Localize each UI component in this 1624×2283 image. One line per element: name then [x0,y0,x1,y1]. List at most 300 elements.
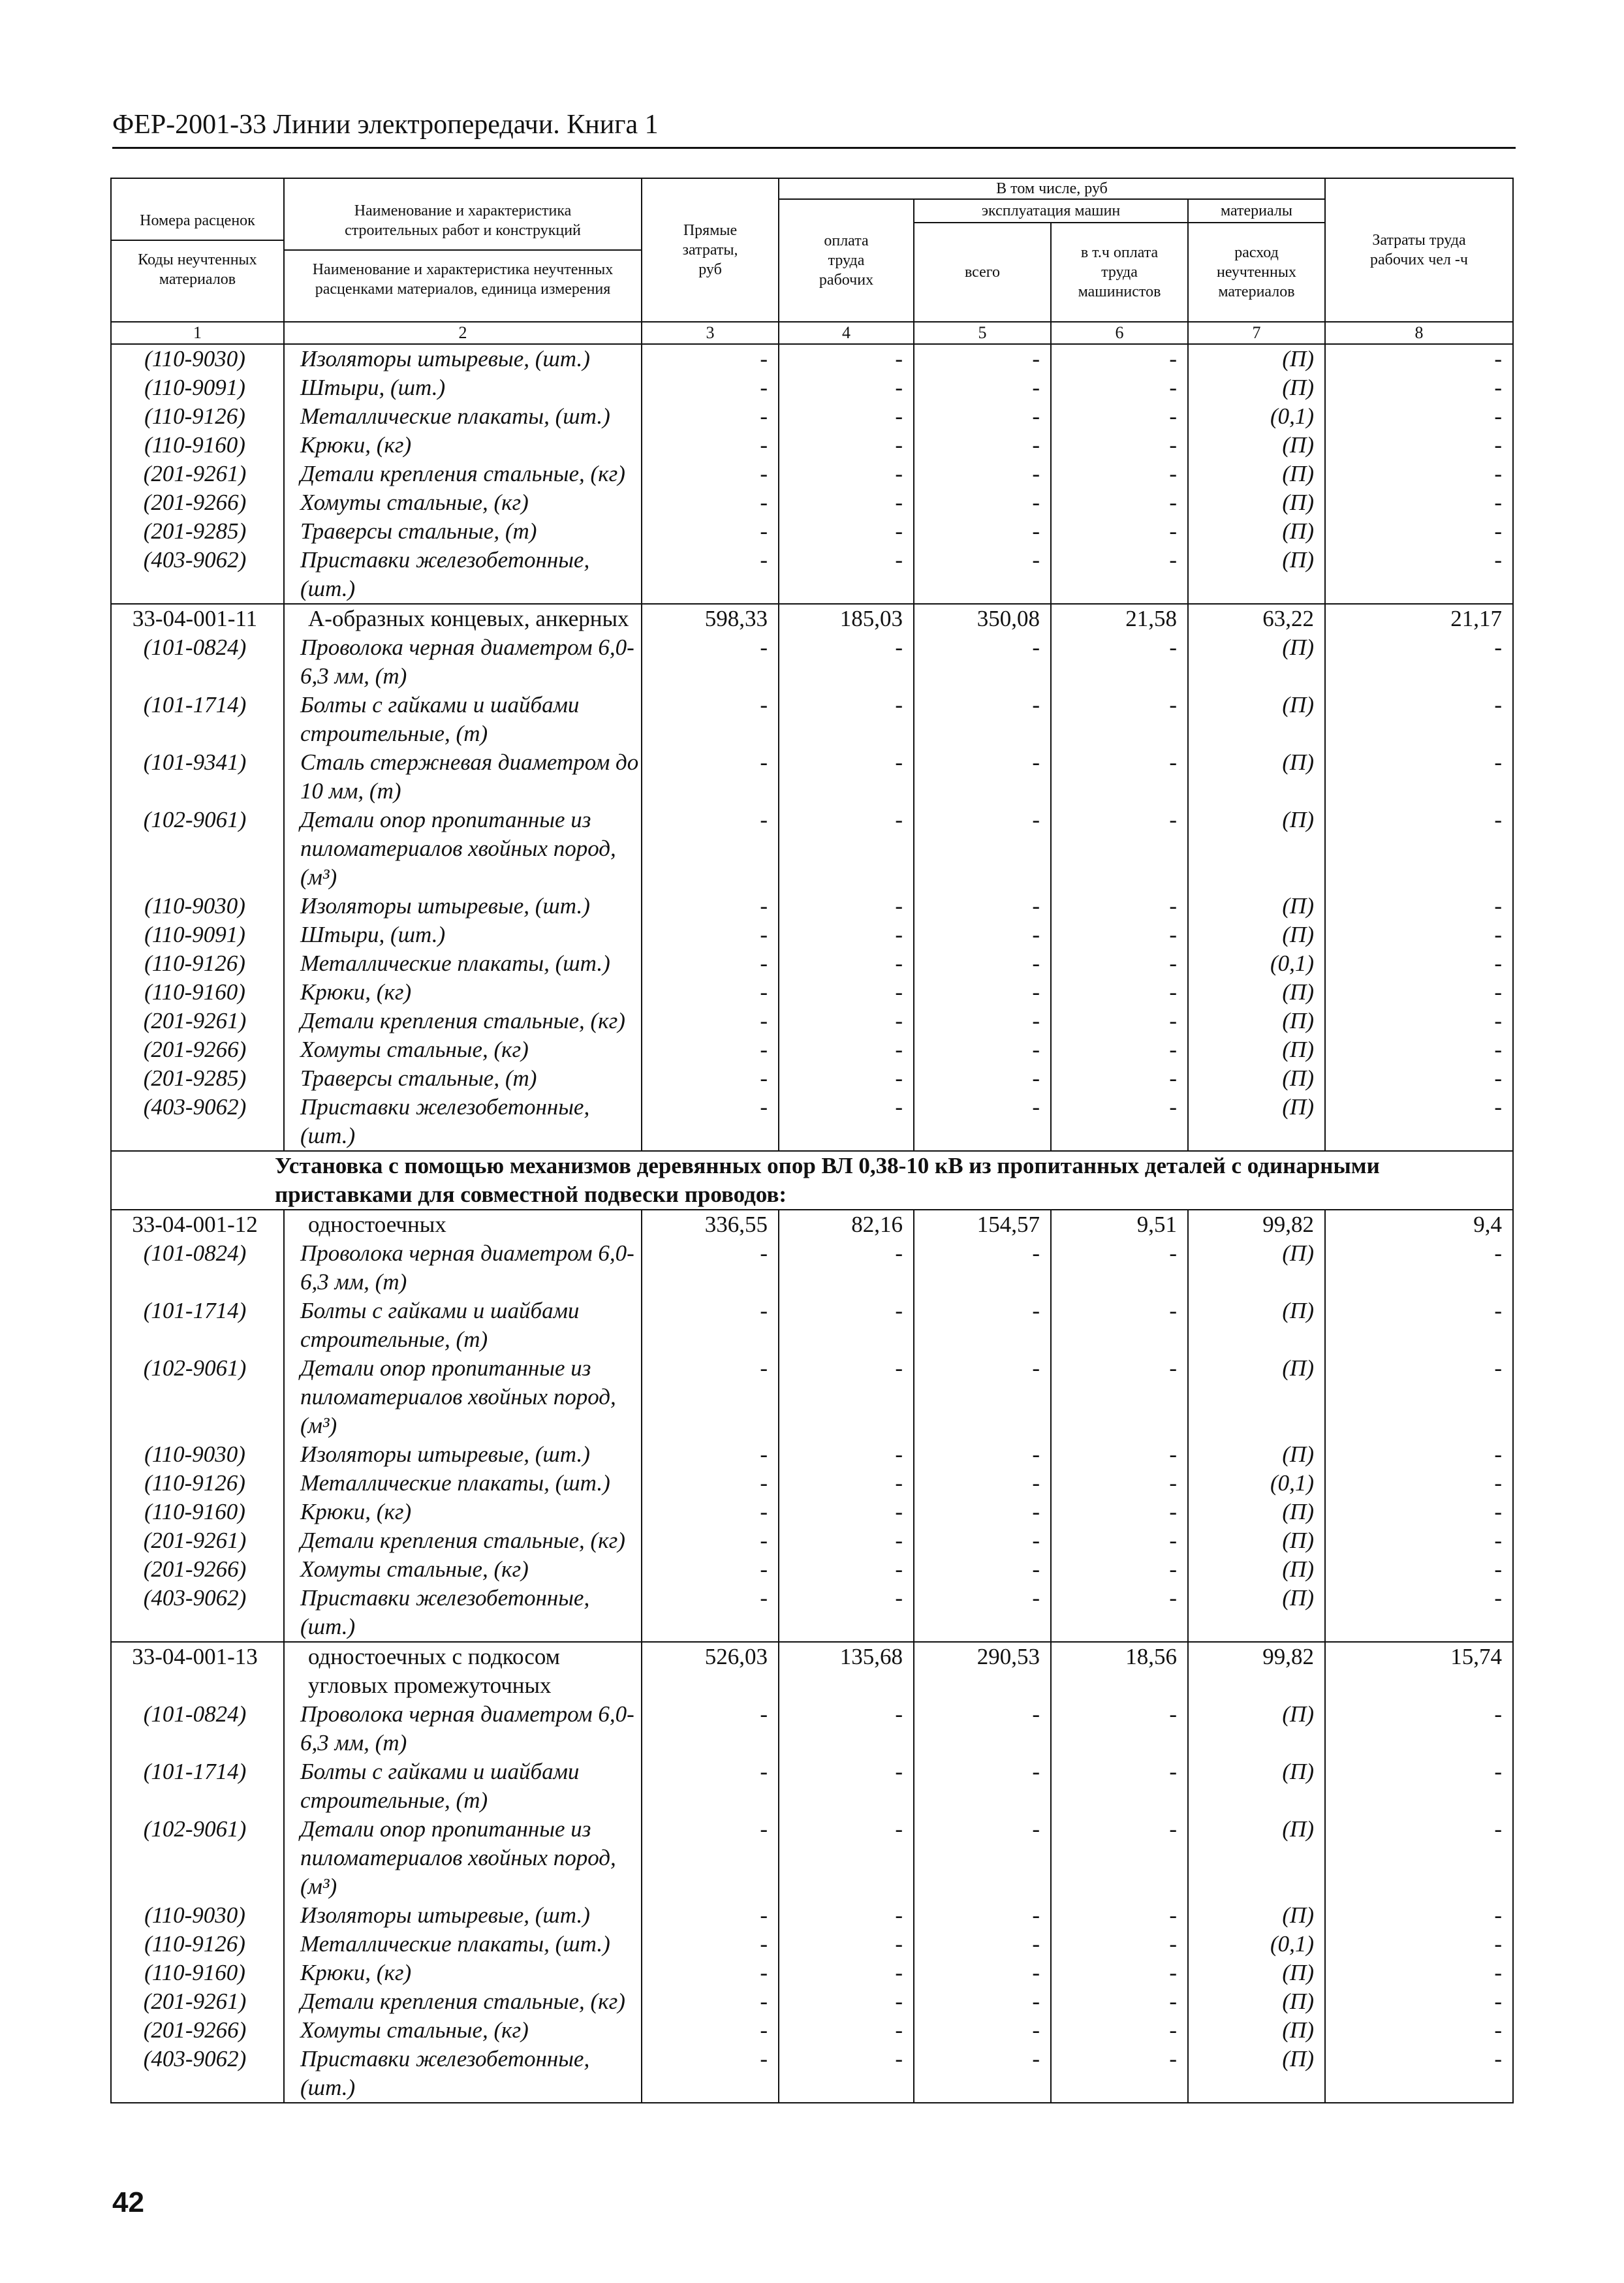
machinist-pay-value: - [1051,1297,1188,1354]
labor-pay-value: - [779,431,914,460]
machinist-pay-value: - [1051,1007,1188,1035]
machines-total-value: - [914,2016,1051,2045]
labor-cost-value: - [1325,488,1513,517]
direct-costs-value: - [642,892,779,921]
material-name: Изоляторы штыревые, (шт.) [284,344,642,373]
header-machines: эксплуатация машин [914,199,1188,223]
header-machinist-pay: в т.ч оплата труда машинистов [1051,223,1188,322]
material-name: Проволока черная диаметром 6,0-6,3 мм, (т) [284,1700,642,1757]
material-name: Изоляторы штыревые, (шт.) [284,892,642,921]
material-code: (110-9126) [111,1930,284,1959]
direct-costs-value: - [642,1440,779,1469]
materials-value: (П) [1188,1007,1325,1035]
material-row [111,1959,1513,1987]
material-row [111,921,1513,949]
machines-total-value: - [914,1930,1051,1959]
machines-total-value: - [914,691,1051,748]
materials-value: (П) [1188,460,1325,488]
material-row [111,402,1513,431]
column-number: 3 [642,322,779,344]
material-name: Крюки, (кг) [284,978,642,1007]
materials-value: 63,22 [1188,604,1325,633]
labor-cost-value: - [1325,1555,1513,1584]
material-row [111,1555,1513,1584]
machines-total-value: - [914,373,1051,402]
material-row [111,691,1513,748]
material-code: (101-0824) [111,1700,284,1757]
rate-name: одностоечных [284,1210,642,1239]
labor-pay-value: - [779,1584,914,1642]
labor-cost-value: - [1325,1526,1513,1555]
material-row [111,460,1513,488]
direct-costs-value: - [642,1584,779,1642]
machinist-pay-value: - [1051,1959,1188,1987]
labor-pay-value: - [779,402,914,431]
machines-total-value: - [914,1526,1051,1555]
labor-cost-value: - [1325,546,1513,604]
material-code: (101-0824) [111,1239,284,1297]
material-row [111,1469,1513,1498]
material-name: Крюки, (кг) [284,1498,642,1526]
labor-pay-value: - [779,1700,914,1757]
table-body [111,344,1513,2103]
header-materials-usage: расход неучтенных материалов [1188,223,1325,322]
material-row [111,1354,1513,1440]
direct-costs-value: - [642,921,779,949]
material-name: Детали крепления стальные, (кг) [284,1987,642,2016]
machines-total-value: - [914,748,1051,806]
direct-costs-value: - [642,1757,779,1815]
machinist-pay-value: - [1051,1064,1188,1093]
direct-costs-value: - [642,344,779,373]
material-row [111,1930,1513,1959]
machines-total-value: - [914,1093,1051,1151]
machines-total-value: - [914,921,1051,949]
rate-code: 33-04-001-12 [111,1210,284,1239]
material-name: Крюки, (кг) [284,431,642,460]
direct-costs-value: 598,33 [642,604,779,633]
materials-value: 99,82 [1188,1210,1325,1239]
material-code: (201-9261) [111,460,284,488]
machinist-pay-value: - [1051,373,1188,402]
machinist-pay-value: - [1051,1093,1188,1151]
material-row [111,978,1513,1007]
material-row [111,1440,1513,1469]
direct-costs-value: - [642,1959,779,1987]
labor-pay-value: - [779,1555,914,1584]
column-number: 4 [779,322,914,344]
material-name: Металлические плакаты, (шт.) [284,1930,642,1959]
material-row [111,1239,1513,1297]
machinist-pay-value: - [1051,1757,1188,1815]
material-name: Детали крепления стальные, (кг) [284,1007,642,1035]
materials-value: (П) [1188,431,1325,460]
machinist-pay-value: - [1051,1700,1188,1757]
labor-cost-value: - [1325,1239,1513,1297]
header-labor-pay: оплата труда рабочих [779,199,914,322]
material-row [111,344,1513,373]
material-code: (110-9030) [111,892,284,921]
material-name: Изоляторы штыревые, (шт.) [284,1901,642,1930]
materials-value: (П) [1188,1297,1325,1354]
material-code: (110-9126) [111,1469,284,1498]
machines-total-value: - [914,806,1051,892]
labor-cost-value: - [1325,748,1513,806]
labor-pay-value: - [779,1297,914,1354]
column-number: 7 [1188,322,1325,344]
labor-cost-value: 9,4 [1325,1210,1513,1239]
labor-cost-value: - [1325,402,1513,431]
machinist-pay-value: - [1051,431,1188,460]
machinist-pay-value: - [1051,1498,1188,1526]
machinist-pay-value: - [1051,1584,1188,1642]
header-machines-total: всего [914,223,1051,322]
labor-pay-value: - [779,1354,914,1440]
materials-value: (П) [1188,1555,1325,1584]
materials-value: (П) [1188,1584,1325,1642]
machinist-pay-value: - [1051,1354,1188,1440]
machines-total-value: 290,53 [914,1642,1051,1700]
machines-total-value: - [914,949,1051,978]
machinist-pay-value: - [1051,2045,1188,2103]
materials-value: (П) [1188,691,1325,748]
labor-pay-value: - [779,978,914,1007]
labor-pay-value: - [779,1930,914,1959]
material-row [111,1987,1513,2016]
machinist-pay-value: - [1051,488,1188,517]
direct-costs-value: - [642,1700,779,1757]
direct-costs-value: - [642,1007,779,1035]
machines-total-value: - [914,1901,1051,1930]
material-row [111,517,1513,546]
labor-cost-value: - [1325,949,1513,978]
materials-value: (П) [1188,2045,1325,2103]
labor-pay-value: - [779,1815,914,1901]
material-name: Болты с гайками и шайбами строительные, (т) [284,691,642,748]
direct-costs-value: - [642,978,779,1007]
material-name: Крюки, (кг) [284,1959,642,1987]
labor-pay-value: 185,03 [779,604,914,633]
direct-costs-value: - [642,402,779,431]
labor-pay-value: - [779,1064,914,1093]
material-code: (201-9261) [111,1526,284,1555]
labor-pay-value: - [779,1093,914,1151]
machines-total-value: - [914,1297,1051,1354]
material-code: (102-9061) [111,1815,284,1901]
material-row [111,2045,1513,2103]
labor-pay-value: - [779,1239,914,1297]
material-name: Детали опор пропитанные из пиломатериалов хвойных пород, (м³) [284,1815,642,1901]
machines-total-value: - [914,1035,1051,1064]
machines-total-value: - [914,633,1051,691]
labor-pay-value: - [779,344,914,373]
labor-pay-value: - [779,1901,914,1930]
machinist-pay-value: - [1051,978,1188,1007]
materials-value: (П) [1188,633,1325,691]
machines-total-value: - [914,460,1051,488]
material-code: (201-9266) [111,1035,284,1064]
materials-value: (П) [1188,1498,1325,1526]
machines-total-value: 350,08 [914,604,1051,633]
labor-pay-value: 135,68 [779,1642,914,1700]
machinist-pay-value: - [1051,546,1188,604]
machinist-pay-value: - [1051,1440,1188,1469]
machines-total-value: - [914,1815,1051,1901]
materials-value: (0,1) [1188,1469,1325,1498]
materials-value: (П) [1188,1093,1325,1151]
materials-value: (П) [1188,1959,1325,1987]
labor-pay-value: - [779,1959,914,1987]
material-name: Штыри, (шт.) [284,921,642,949]
machines-total-value: - [914,1239,1051,1297]
material-name: Приставки железобетонные, (шт.) [284,2045,642,2103]
material-name: Металлические плакаты, (шт.) [284,949,642,978]
material-code: (201-9285) [111,517,284,546]
materials-value: (П) [1188,921,1325,949]
labor-cost-value: - [1325,1959,1513,1987]
direct-costs-value: - [642,748,779,806]
material-code: (102-9061) [111,806,284,892]
materials-value: (П) [1188,373,1325,402]
labor-pay-value: - [779,892,914,921]
labor-cost-value: - [1325,2045,1513,2103]
machines-total-value: - [914,2045,1051,2103]
header-code-top: Номера расценок [140,212,255,229]
machines-total-value: - [914,892,1051,921]
materials-value: (П) [1188,892,1325,921]
labor-cost-value: - [1325,1757,1513,1815]
labor-pay-value: - [779,460,914,488]
labor-pay-value: - [779,633,914,691]
machinist-pay-value: - [1051,1469,1188,1498]
labor-cost-value: - [1325,1930,1513,1959]
rate-row [111,1210,1513,1239]
materials-value: (П) [1188,1987,1325,2016]
material-row [111,949,1513,978]
machinist-pay-value: - [1051,949,1188,978]
material-row [111,1757,1513,1815]
column-numbers-row [111,322,1513,344]
labor-cost-value: - [1325,431,1513,460]
direct-costs-value: - [642,633,779,691]
material-row [111,892,1513,921]
header-materials: материалы [1188,199,1325,223]
direct-costs-value: - [642,1297,779,1354]
machinist-pay-value: - [1051,402,1188,431]
materials-value: (П) [1188,1064,1325,1093]
machinist-pay-value: - [1051,1815,1188,1901]
materials-value: (П) [1188,344,1325,373]
material-code: (110-9030) [111,344,284,373]
materials-value: (П) [1188,1757,1325,1815]
labor-pay-value: - [779,488,914,517]
materials-value: (П) [1188,978,1325,1007]
material-code: (201-9285) [111,1064,284,1093]
labor-cost-value: - [1325,1469,1513,1498]
material-code: (110-9160) [111,978,284,1007]
material-code: (201-9266) [111,488,284,517]
material-code: (201-9266) [111,1555,284,1584]
header-name-bottom: Наименование и характеристика неучтенных расценками материалов, единица измерения [312,261,614,298]
direct-costs-value: - [642,1354,779,1440]
direct-costs-value: - [642,1064,779,1093]
labor-cost-value: - [1325,1064,1513,1093]
labor-cost-value: - [1325,1007,1513,1035]
machines-total-value: - [914,344,1051,373]
machinist-pay-value: - [1051,806,1188,892]
machines-total-value: - [914,402,1051,431]
labor-pay-value: - [779,517,914,546]
machinist-pay-value: - [1051,748,1188,806]
labor-cost-value: - [1325,921,1513,949]
column-number: 1 [111,322,284,344]
direct-costs-value: - [642,1815,779,1901]
direct-costs-value: - [642,1930,779,1959]
machines-total-value: - [914,1584,1051,1642]
material-row [111,1035,1513,1064]
direct-costs-value: 526,03 [642,1642,779,1700]
labor-cost-value: - [1325,1815,1513,1901]
labor-cost-value: - [1325,978,1513,1007]
labor-pay-value: - [779,1526,914,1555]
labor-cost-value: - [1325,344,1513,373]
material-row [111,1700,1513,1757]
machinist-pay-value: - [1051,517,1188,546]
machines-total-value: - [914,1987,1051,2016]
material-code: (201-9266) [111,2016,284,2045]
labor-pay-value: - [779,546,914,604]
material-code: (110-9126) [111,949,284,978]
machines-total-value: - [914,1469,1051,1498]
table-header [111,178,1513,344]
material-code: (201-9261) [111,1007,284,1035]
column-number: 5 [914,322,1051,344]
machines-total-value: - [914,546,1051,604]
machines-total-value: - [914,431,1051,460]
machinist-pay-value: 21,58 [1051,604,1188,633]
title-underline [112,147,1516,149]
labor-pay-value: - [779,1007,914,1035]
direct-costs-value: - [642,488,779,517]
material-name: Сталь стержневая диаметром до 10 мм, (т) [284,748,642,806]
direct-costs-value: - [642,2045,779,2103]
machinist-pay-value: - [1051,633,1188,691]
material-row [111,373,1513,402]
labor-cost-value: - [1325,1440,1513,1469]
labor-pay-value: - [779,1757,914,1815]
machinist-pay-value: - [1051,460,1188,488]
material-row [111,1901,1513,1930]
material-code: (403-9062) [111,1584,284,1642]
materials-value: (П) [1188,1901,1325,1930]
material-name: Металлические плакаты, (шт.) [284,1469,642,1498]
column-number: 6 [1051,322,1188,344]
machines-total-value: - [914,1007,1051,1035]
direct-costs-value: - [642,806,779,892]
header-name-top: Наименование и характеристика строительных работ и конструкций [345,202,581,239]
page-number: 42 [112,2186,144,2218]
machines-total-value: - [914,1440,1051,1469]
machines-total-value: 154,57 [914,1210,1051,1239]
material-code: (102-9061) [111,1354,284,1440]
section-heading: Установка с помощью механизмов деревянных опор ВЛ 0,38-10 кВ из пропитанных деталей с одинарными приставками для совместной подвески проводов: [111,1151,1513,1210]
material-name: Детали крепления стальные, (кг) [284,460,642,488]
material-row [111,1093,1513,1151]
header-code-cell [111,178,284,322]
material-code: (110-9091) [111,921,284,949]
machinist-pay-value: - [1051,1901,1188,1930]
machinist-pay-value: 18,56 [1051,1642,1188,1700]
direct-costs-value: - [642,460,779,488]
labor-pay-value: - [779,949,914,978]
materials-value: (П) [1188,1035,1325,1064]
material-name: Хомуты стальные, (кг) [284,1035,642,1064]
document-title: ФЕР-2001-33 Линии электропередачи. Книга 1 [112,110,659,140]
material-row [111,748,1513,806]
section-heading-row [111,1151,1513,1210]
machines-total-value: - [914,1064,1051,1093]
materials-value: (П) [1188,806,1325,892]
material-row [111,1007,1513,1035]
material-name: Хомуты стальные, (кг) [284,488,642,517]
labor-cost-value: - [1325,1901,1513,1930]
material-row [111,1297,1513,1354]
machines-total-value: - [914,488,1051,517]
direct-costs-value: - [642,1093,779,1151]
direct-costs-value: - [642,373,779,402]
material-row [111,1498,1513,1526]
machines-total-value: - [914,1555,1051,1584]
machinist-pay-value: - [1051,1239,1188,1297]
machinist-pay-value: - [1051,1555,1188,1584]
labor-cost-value: - [1325,892,1513,921]
machinist-pay-value: - [1051,1526,1188,1555]
machinist-pay-value: - [1051,921,1188,949]
machines-total-value: - [914,1498,1051,1526]
material-code: (110-9030) [111,1440,284,1469]
rate-code: 33-04-001-11 [111,604,284,633]
materials-value: (П) [1188,1526,1325,1555]
material-name: Траверсы стальные, (т) [284,1064,642,1093]
material-row [111,806,1513,892]
labor-cost-value: - [1325,373,1513,402]
rates-table [110,178,1514,2103]
direct-costs-value: - [642,546,779,604]
material-code: (110-9160) [111,431,284,460]
direct-costs-value: - [642,2016,779,2045]
labor-cost-value: - [1325,1297,1513,1354]
labor-pay-value: - [779,748,914,806]
materials-value: (П) [1188,1239,1325,1297]
machines-total-value: - [914,978,1051,1007]
labor-cost-value: 21,17 [1325,604,1513,633]
material-code: (110-9030) [111,1901,284,1930]
rate-row [111,604,1513,633]
labor-cost-value: 15,74 [1325,1642,1513,1700]
rate-row [111,1642,1513,1700]
rate-name: А-образных концевых, анкерных [284,604,642,633]
machinist-pay-value: - [1051,1035,1188,1064]
material-code: (110-9126) [111,402,284,431]
labor-pay-value: - [779,2016,914,2045]
material-row [111,1584,1513,1642]
materials-value: (П) [1188,748,1325,806]
direct-costs-value: 336,55 [642,1210,779,1239]
material-row [111,1526,1513,1555]
labor-cost-value: - [1325,460,1513,488]
labor-cost-value: - [1325,1987,1513,2016]
direct-costs-value: - [642,1469,779,1498]
